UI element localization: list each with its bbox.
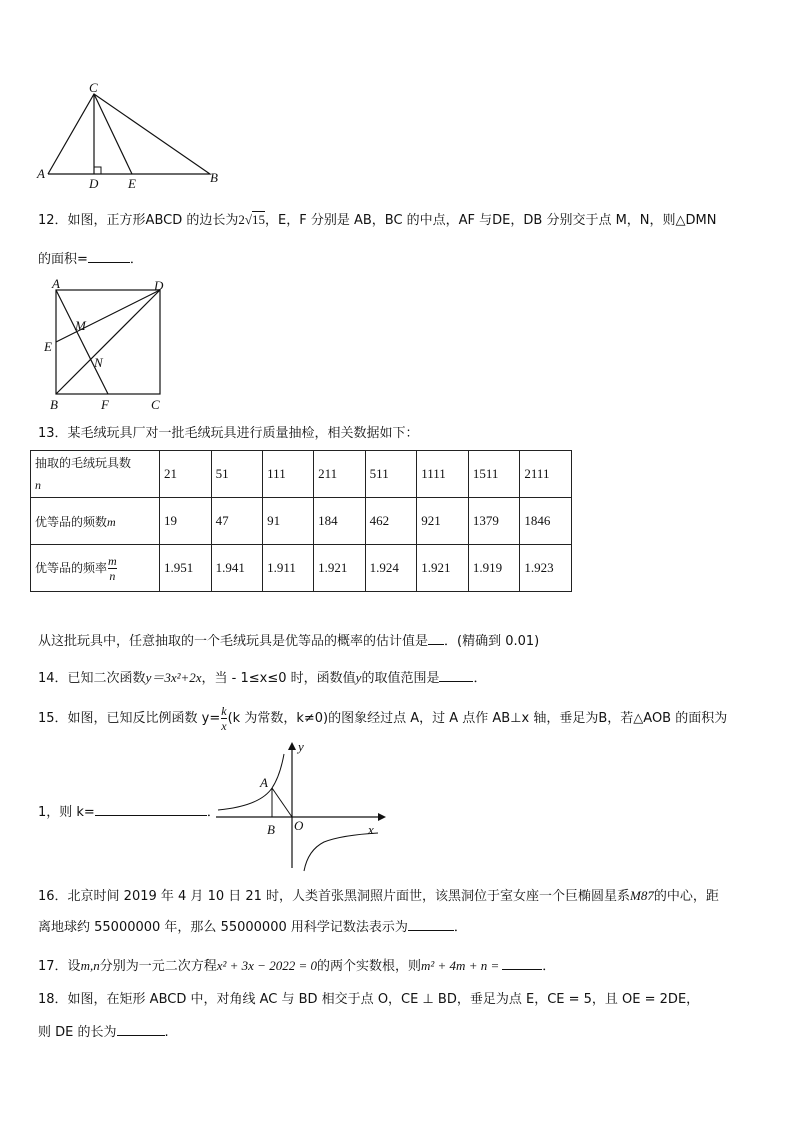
label-e: E: [44, 339, 52, 354]
table-cell: 1.951: [160, 545, 212, 592]
label-f: F: [101, 397, 109, 412]
answer-blank[interactable]: [88, 248, 130, 263]
table-cell: 51: [211, 451, 263, 498]
hyperbola-branch-left: [218, 754, 284, 810]
table-cell: 1379: [468, 498, 520, 545]
q12-line2: 的面积= ．: [38, 248, 143, 270]
table-cell: 1.941: [211, 545, 263, 592]
label-n: N: [94, 355, 103, 370]
label-b: B: [267, 822, 275, 837]
segment-af: [56, 290, 108, 394]
label-b: B: [210, 170, 218, 185]
x-axis-arrow: [378, 813, 386, 821]
table-cell: 1.919: [468, 545, 520, 592]
q13-number: 13．: [38, 426, 68, 441]
q15-line1: 15．如图，已知反比例函数 y= $\frac{k}{x}$ (k 为常数，k≠0)的图象经过点 A，过 A 点作 AB⊥x 轴，垂足为B，若△AOB 的面积为: [38, 704, 728, 733]
q17-number: 17．: [38, 959, 68, 974]
q18-number: 18．: [38, 992, 68, 1007]
hyperbola-branch-right: [304, 833, 378, 871]
right-angle-mark: [94, 167, 101, 174]
q18-line2: 则 DE 的长为 .: [38, 1021, 169, 1043]
table-row: [31, 545, 572, 592]
label-a: A: [260, 775, 268, 790]
label-d: D: [89, 176, 99, 191]
label-y: y: [298, 739, 304, 754]
table-row: [31, 451, 572, 498]
table-cell: 184: [314, 498, 366, 545]
table-cell: 1.924: [365, 545, 417, 592]
answer-blank[interactable]: [408, 916, 454, 931]
table-cell: 1.923: [520, 545, 572, 592]
label-m: M: [75, 318, 86, 333]
q15-number: 15．: [38, 711, 68, 726]
q17-line: 17．设m,n分别为一元二次方程x² + 3x − 2022 = 0的两个实数根，则m² + 4m + n = ．: [38, 955, 555, 977]
label-d: D: [154, 278, 164, 293]
segment-db: [56, 290, 160, 394]
q14-number: 14．: [38, 671, 68, 686]
label-c: C: [151, 397, 160, 412]
q13-line: 13．某毛绒玩具厂对一批毛绒玩具进行质量抽检，相关数据如下：: [38, 426, 419, 441]
y-axis-arrow: [288, 742, 296, 750]
table-cell: 511: [365, 451, 417, 498]
q15-line2: 1，则 k= ．: [38, 801, 220, 823]
q14-line: 14．已知二次函数y＝3x²+2x，当 - 1≤x≤0 时，函数值y的取值范围是 ．: [38, 667, 486, 689]
q16-line1: 16．北京时间 2019 年 4 月 10 日 21 时，人类首张黑洞照片面世，该黑洞位于室女座一个巨椭圆星系M87的中心，距: [38, 888, 719, 904]
hyperbola-figure: [212, 738, 392, 873]
segment-ce: [94, 94, 132, 174]
table-cell: 2111: [520, 451, 572, 498]
table-cell: 1.911: [263, 545, 314, 592]
triangle-figure: [34, 80, 234, 192]
table-row: [31, 498, 572, 545]
table-cell: 1111: [417, 451, 469, 498]
answer-blank[interactable]: [502, 955, 542, 970]
table-cell: 1511: [468, 451, 520, 498]
label-b: B: [50, 397, 58, 412]
table-cell: 47: [211, 498, 263, 545]
q16-line2: 离地球约 55000000 年，那么 55000000 用科学记数法表示为 ．: [38, 916, 467, 938]
square-figure: [44, 278, 174, 414]
q18-line1: 18．如图，在矩形 ABCD 中，对角线 AC 与 BD 相交于点 O，CE ⊥ BD，垂足为点 E，CE = 5，且 OE = 2DE，: [38, 992, 700, 1007]
label-c: C: [89, 80, 98, 95]
table-cell: 1.921: [417, 545, 469, 592]
table-cell: 111: [263, 451, 314, 498]
table-cell: 19: [160, 498, 212, 545]
segment-de: [56, 290, 160, 342]
answer-blank[interactable]: [95, 801, 207, 816]
answer-blank[interactable]: [439, 667, 473, 682]
label-a: A: [52, 278, 60, 291]
q12-line1: 12．如图，正方形ABCD 的边长为2√15，E，F 分别是 AB，BC 的中点，AF 与DE，DB 分别交于点 M，N，则△DMN: [38, 212, 717, 228]
table-cell: 921: [417, 498, 469, 545]
triangle-outline: [48, 94, 210, 174]
row-header: 优等品的频率 $\frac{m}{n}$: [31, 545, 160, 592]
q13-after: 从这批玩具中，任意抽取的一个毛绒玩具是优等品的概率的估计值是 ．(精确到 0.01): [38, 630, 539, 652]
q16-number: 16．: [38, 889, 68, 904]
radical: 2√15: [238, 212, 265, 227]
label-o: O: [294, 818, 304, 833]
table-cell: 21: [160, 451, 212, 498]
q12-number: 12．: [38, 213, 68, 228]
table-cell: 1.921: [314, 545, 366, 592]
row-header: 抽取的毛绒玩具数 n: [31, 451, 160, 498]
answer-blank[interactable]: [117, 1021, 165, 1036]
table-cell: 91: [263, 498, 314, 545]
quality-table: [30, 450, 572, 592]
table-cell: 462: [365, 498, 417, 545]
table-cell: 1846: [520, 498, 572, 545]
row-header: 优等品的频数m: [31, 498, 160, 545]
segment-ao: [272, 788, 292, 817]
label-a: A: [37, 166, 45, 181]
table-cell: 211: [314, 451, 366, 498]
label-e: E: [128, 176, 136, 191]
answer-blank[interactable]: [428, 630, 444, 645]
label-x: x: [368, 822, 374, 837]
